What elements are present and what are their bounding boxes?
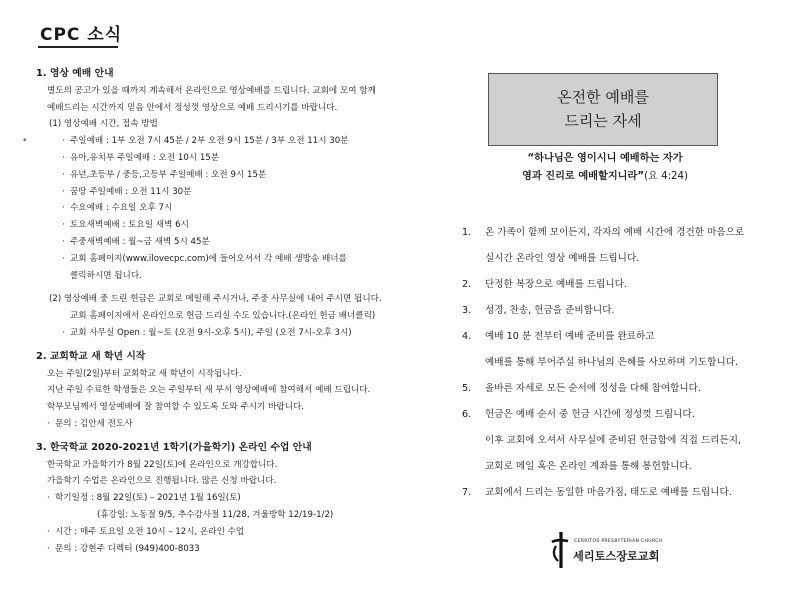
worship-title-line1: 온전한 예배를 [557,88,649,106]
logo-korean-name: 세리토스장로교회 [573,550,660,563]
section3-time: · 시간 : 매주 토요일 오전 10시 – 12시, 온라인 수업 [47,526,245,537]
verse-reference: (요 4:24) [644,171,688,182]
rule-item-cont: 교회로 메일 혹은 온라인 계좌를 통해 봉헌합니다. [485,461,692,472]
section2-line: 학부모님께서 영상예배에 잘 참여할 수 있도록 도와 주시기 바랍니다. [47,402,305,413]
rule-number: 7. [462,487,472,498]
rule-text: 예배 10 분 전부터 예배 준비를 완료하고 [485,331,655,342]
rule-text: 올바른 자세로 모든 순서에 정성을 다해 참여합니다. [485,383,701,394]
logo-english-name: CERRITOS PRESBYTERIAN CHURCH [574,539,663,544]
rule-item-cont: 이후 교회에 오셔서 사무실에 준비된 헌금함에 직접 드리든지, [485,435,742,446]
rule-item [462,220,782,246]
title-underline [38,46,118,48]
rule-item-cont: 예배를 통해 부어주실 하나님의 은혜를 사모하며 기도합니다. [485,357,739,368]
section1-intro-line: 별도의 공고가 있을 때까지 계속해서 온라인으로 영상예배를 드립니다. 교회에 모여 함께 [47,85,376,96]
rule-item [462,324,782,350]
schedule-item: · 주중새벽예배 : 월~금 새벽 5시 45분 [62,236,210,247]
schedule-item: · 수요예배 : 수요일 오후 7시 [62,203,173,214]
rule-item [462,402,782,428]
rule-number: 1. [462,227,472,238]
news-column [36,66,396,557]
section1-intro-line: 예배드리는 시간까지 믿음 안에서 정성껏 영상으로 예배 드리시기를 바랍니다. [47,102,338,113]
section3-line: 한국학교 가을학기가 8월 22일(토)에 온라인으로 개강합니다. [47,459,278,470]
rule-item-cont: 실시간 온라인 영상 예배를 드립니다. [485,253,640,264]
rule-text: 성경, 찬송, 헌금을 준비합니다. [485,305,615,316]
section3-term: · 학기일정 : 8월 22일(토) – 2021년 1월 16일(토) [47,493,241,504]
section3-holidays: (휴강일: 노동절 9/5, 추수감사절 11/28, 겨울방학 12/19-1/2) [97,509,334,520]
page-title: CPC 소식 [40,25,123,45]
rule-number: 5. [462,383,472,394]
rule-number: 3. [462,305,472,316]
section3-line: 가을학기 수업은 온라인으로 진행됩니다. 많은 신청 바랍니다. [47,476,277,487]
scripture-quote [470,150,740,186]
section3-title: 3. 한국학교 2020-2021년 1학기(가을학기) 온라인 수업 안내 [36,441,312,453]
worship-title-box [488,73,718,146]
section2-line: 오는 주일(2일)부터 교회학교 새 학년이 시작됩니다. [47,368,242,379]
rule-item [462,272,782,298]
section2-contact: · 문의 : 김안세 전도사 [47,418,133,429]
rule-text: 헌금은 예배 순서 중 헌금 시간에 정성껏 드립니다. [485,409,695,420]
rule-number: 4. [462,331,472,342]
section2-title: 2. 교회학교 새 학년 시작 [36,350,146,362]
section1-sub1-title: (1) 영상예배 시간, 접속 방법 [49,119,158,130]
section1-sub2-line: 교회 홈페이지에서 온라인으로 헌금 드리실 수도 있습니다.(온라인 헌금 배너클릭) [70,311,376,322]
worship-title-line2: 드리는 자세 [564,112,642,130]
rule-item [462,376,782,402]
rule-text: 온 가족이 함께 모이든지, 각자의 예배 시간에 경건한 마음으로 [485,227,745,238]
section1-sub2-line: (2) 영상예배 중 드린 헌금은 교회로 메일해 주시거나, 주중 사무실에 내어 주시면 됩니다. [49,294,382,305]
office-hours: · 교회 사무실 Open : 월~토 (오전 9시-오후 5시), 주일 (오전 7시-오후 3시) [62,327,352,338]
rule-text: 단정한 복장으로 예배를 드립니다. [485,279,627,290]
section2-line: 지난 주일 수료한 학생들은 오는 주일부터 새 부서 영상예배에 참여해서 예배 드립니다. [47,385,371,396]
rule-item [462,298,782,324]
verse-line: 영과 진리로 예배할지니라”(요 4:24) [522,171,688,182]
rule-text: 교회에서 드리는 동일한 마음가짐, 태도로 예배를 드립니다. [485,487,732,498]
cross-logo-icon [548,530,572,570]
schedule-item: · 꿈땅 주일예배 : 오전 11시 30분 [62,186,192,197]
schedule-item: · 교회 홈페이지(www.ilovecpc.com)에 들어오셔서 각 예배 생방송 배너를 [62,253,347,264]
section1-title: 1. 영상 예배 안내 [36,68,114,79]
schedule-item-cont: 클릭하시면 됩니다. [70,270,142,281]
schedule-item: · 토요새벽예배 : 토요일 새벽 6시 [62,220,189,231]
rule-item [462,480,782,506]
church-logo [548,530,698,572]
rule-number: 6. [462,409,472,420]
verse-line: “하나님은 영이시니 예배하는 자가 [527,153,683,164]
rule-number: 2. [462,279,472,290]
schedule-item: · 유년,초등부 / 중등,고등부 주일예배 : 오전 9시 15분 [62,169,267,180]
section3-contact: · 문의 : 강현주 디렉터 (949)400-8033 [47,543,200,554]
schedule-item: · 주일예배 : 1부 오전 7시 45분 / 2부 오전 9시 15분 / 3부 오전 11시 30분 [62,136,349,147]
schedule-item: · 유아,유치부 주일예배 : 오전 10시 15분 [62,152,220,163]
margin-dot: • [22,136,28,146]
worship-rules-list [462,220,782,506]
